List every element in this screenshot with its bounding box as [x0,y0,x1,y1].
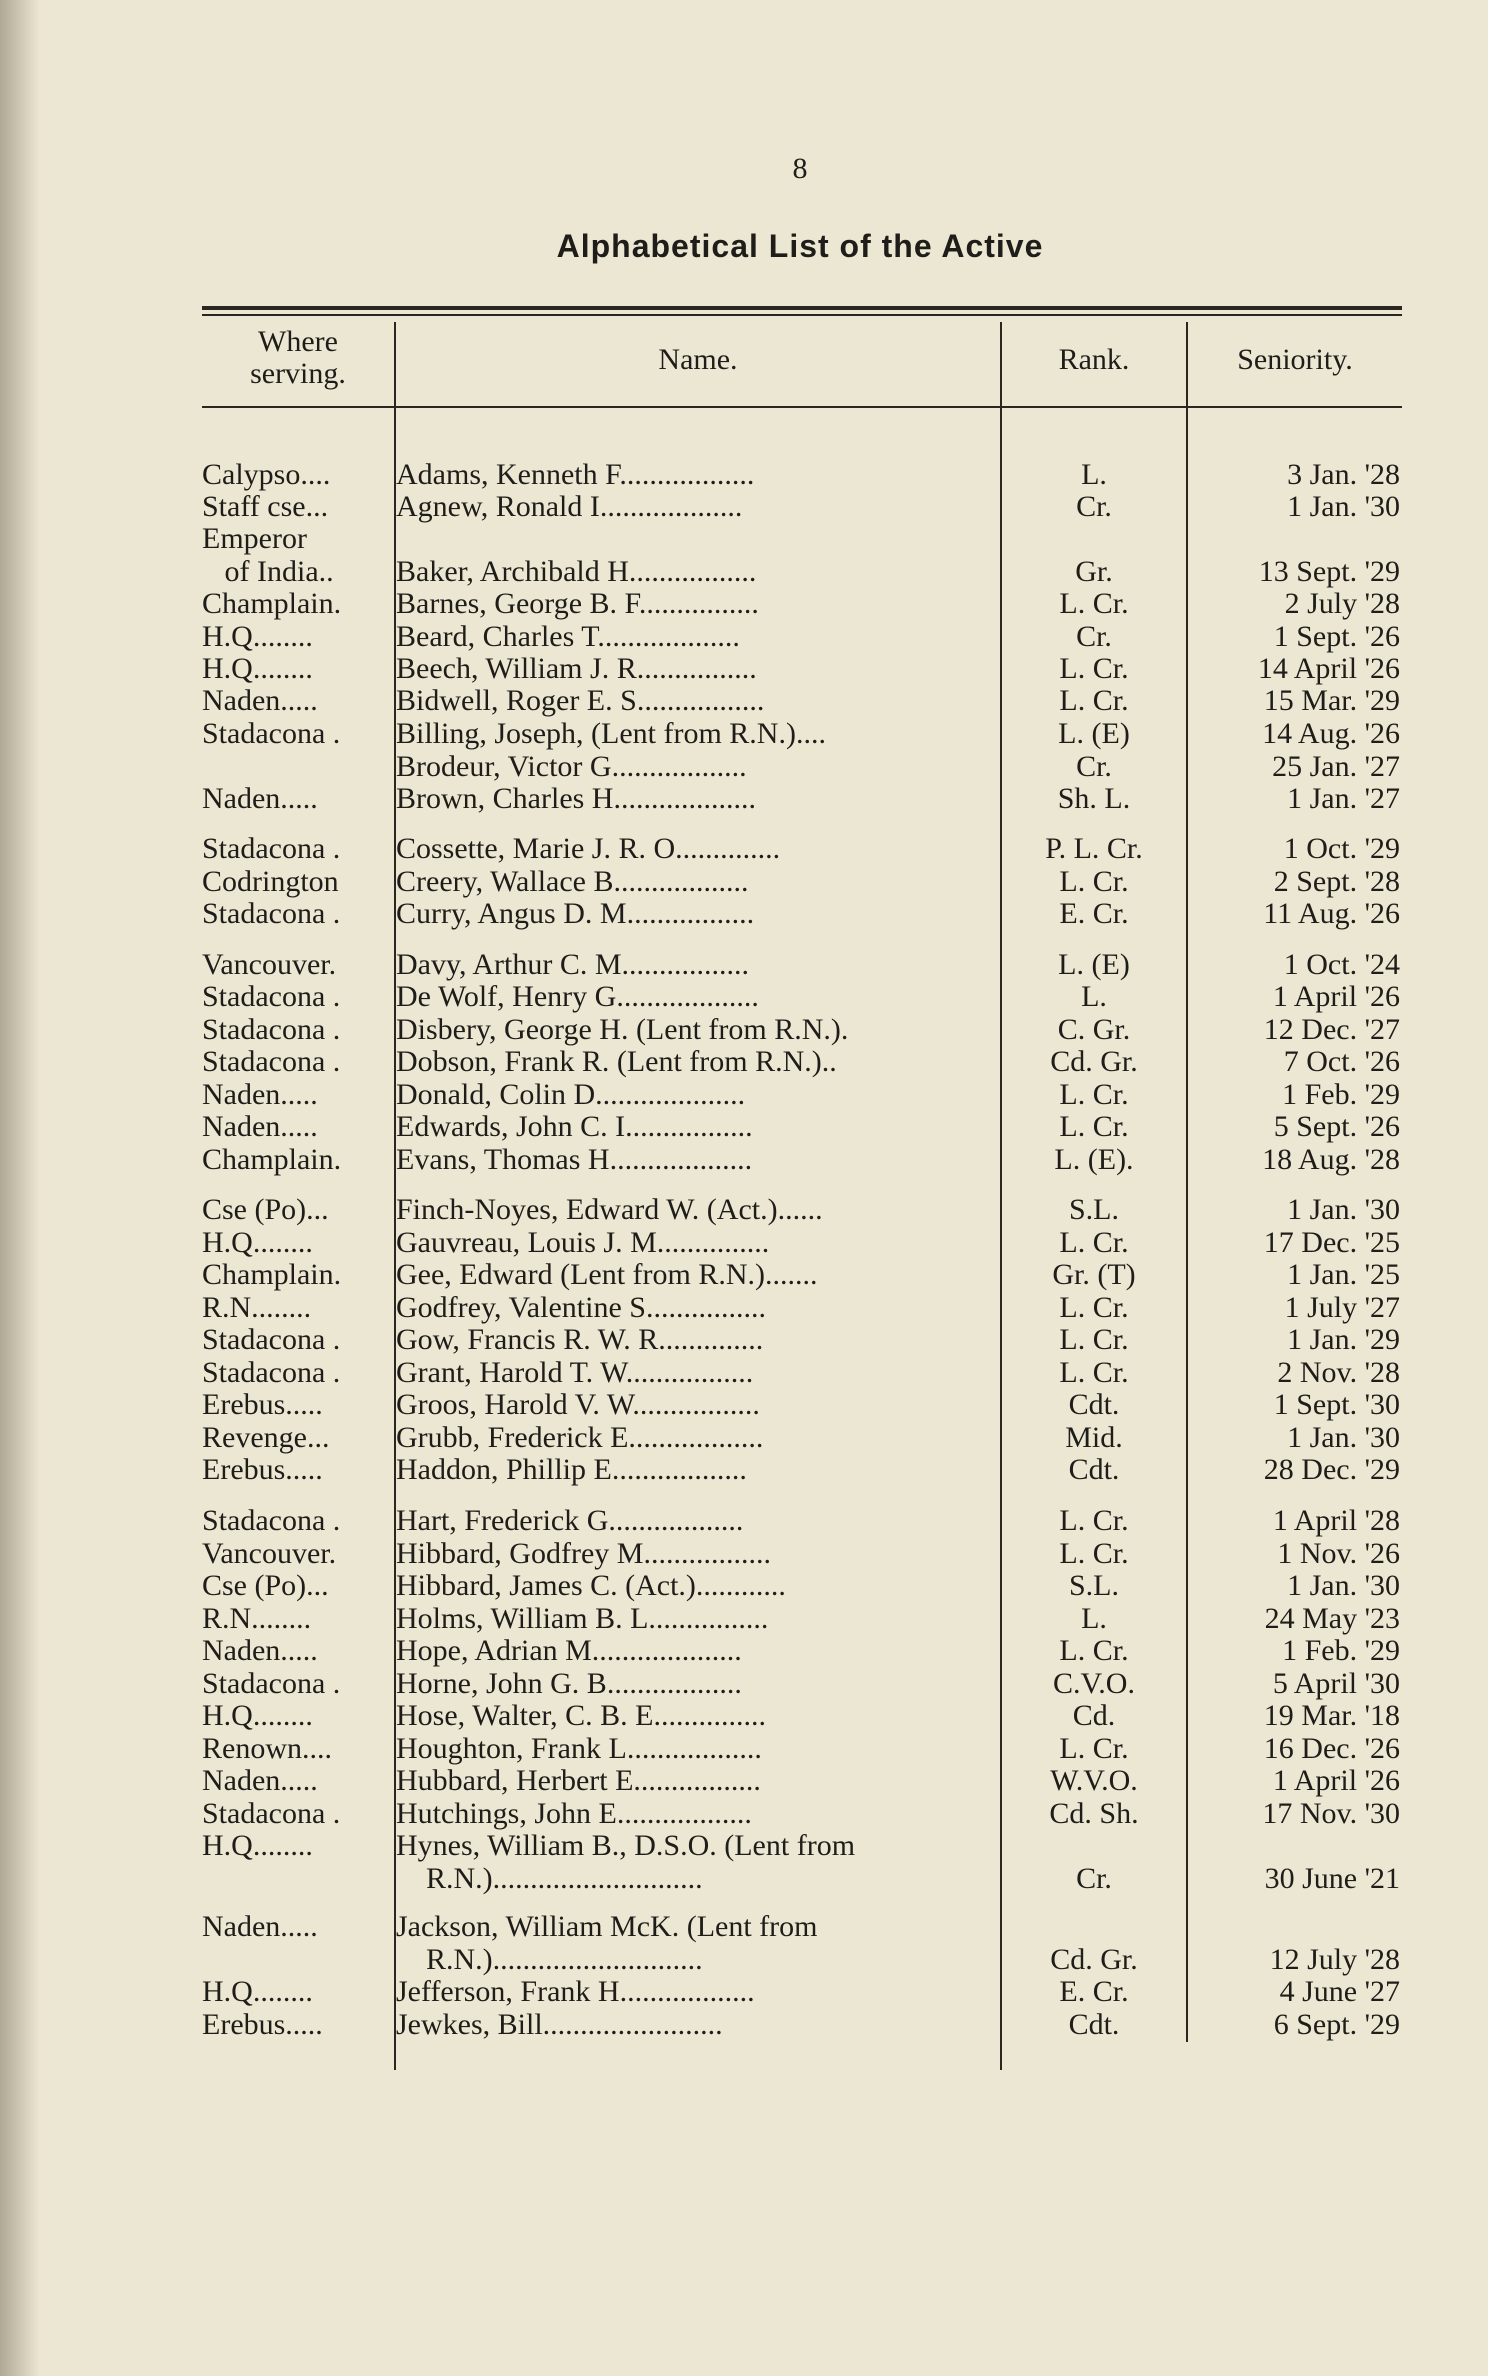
rank-cell: L. Cr. [1059,1732,1129,1765]
name-cell: Bidwell, Roger E. S................. [396,684,765,717]
name-cell: Gauvreau, Louis J. M............... [396,1226,770,1259]
name-cell: Barnes, George B. F................ [396,587,759,620]
where-serving-cell: Stadacona . [202,1323,341,1356]
rank-cell: L. [1081,1602,1107,1635]
rank-cell: L. Cr. [1059,1291,1129,1324]
rank-cell: Mid. [1065,1421,1123,1454]
where-serving-cell: H.Q........ [202,1699,313,1732]
where-serving-cell: Codrington [202,865,339,898]
seniority-cell: 5 Sept. '26 [1273,1110,1400,1143]
where-serving-cell: Champlain. [202,1258,342,1291]
rank-cell: Cd. Gr. [1050,1943,1138,1976]
name-cell: Hose, Walter, C. B. E............... [396,1699,766,1732]
seniority-cell: 1 Sept. '26 [1273,620,1400,653]
name-cell: Haddon, Phillip E.................. [396,1453,747,1486]
seniority-cell: 1 Jan. '25 [1287,1258,1400,1291]
where-serving-cell: Erebus..... [202,2008,323,2041]
seniority-cell: 16 Dec. '26 [1263,1732,1400,1765]
rank-cell: Cd. [1072,1699,1116,1732]
where-serving-cell: H.Q........ [202,1975,313,2008]
seniority-cell: 17 Dec. '25 [1263,1226,1400,1259]
seniority-cell: 25 Jan. '27 [1272,750,1400,783]
where-serving-cell: Stadacona . [202,1797,341,1830]
seniority-cell: 2 Sept. '28 [1273,865,1400,898]
column-header-name: Name. [658,343,738,376]
name-cell: Cossette, Marie J. R. O.............. [396,832,781,865]
where-serving-cell: Champlain. [202,587,342,620]
name-cell: Holms, William B. L................ [396,1602,769,1635]
where-serving-cell: Stadacona . [202,1045,341,1078]
where-serving-cell: H.Q........ [202,620,313,653]
seniority-cell: 4 June '27 [1279,1975,1400,2008]
header-bottom-rule [202,406,1402,408]
seniority-cell: 17 Nov. '30 [1262,1797,1400,1830]
seniority-cell: 12 Dec. '27 [1263,1013,1400,1046]
where-serving-cell: Staff cse... [202,490,329,523]
name-cell: Jefferson, Frank H.................. [396,1975,755,2008]
where-serving-cell: H.Q........ [202,652,313,685]
seniority-cell: 1 April '26 [1272,980,1400,1013]
rank-cell: P. L. Cr. [1045,832,1143,865]
name-cell: Hutchings, John E.................. [396,1797,752,1830]
rank-cell: C. Gr. [1057,1013,1131,1046]
name-cell: Finch-Noyes, Edward W. (Act.)...... [396,1193,823,1226]
binding-shadow [0,0,40,2376]
rank-cell: L. (E). [1054,1143,1134,1176]
name-cell: Edwards, John C. I................. [396,1110,753,1143]
where-serving-cell: Naden..... [202,1110,318,1143]
where-serving-cell: Stadacona . [202,897,341,930]
rank-cell: S.L. [1068,1193,1119,1226]
seniority-cell: 30 June '21 [1264,1862,1400,1895]
seniority-cell: 2 Nov. '28 [1277,1356,1400,1389]
column-header-where-serving: Where serving. [250,325,346,390]
where-serving-cell: Stadacona . [202,1667,341,1700]
seniority-cell: 5 April '30 [1272,1667,1400,1700]
where-serving-cell: Vancouver. [202,1537,337,1570]
seniority-cell: 1 Nov. '26 [1277,1537,1400,1570]
name-cell: Grant, Harold T. W................. [396,1356,754,1389]
where-serving-cell: Erebus..... [202,1453,323,1486]
rank-cell: Cdt. [1068,1453,1120,1486]
where-serving-cell: Stadacona . [202,832,341,865]
page-title: Alphabetical List of the Active [556,228,1044,264]
where-serving-cell: Calypso.... [202,458,331,491]
seniority-cell: 1 Jan. '27 [1287,782,1400,815]
rank-cell: L. Cr. [1059,1110,1129,1143]
name-cell: Hynes, William B., D.S.O. (Lent from [396,1829,856,1862]
where-serving-cell: H.Q........ [202,1829,313,1862]
where-serving-cell: Erebus..... [202,1388,323,1421]
name-cell: Groos, Harold V. W................. [396,1388,760,1421]
rank-cell: L. Cr. [1059,1323,1129,1356]
name-cell: Gee, Edward (Lent from R.N.)....... [396,1258,818,1291]
seniority-cell: 19 Mar. '18 [1263,1699,1400,1732]
seniority-cell: 2 July '28 [1284,587,1400,620]
where-serving-cell: Stadacona . [202,1013,341,1046]
name-cell: Donald, Colin D.................... [396,1078,746,1111]
seniority-cell: 1 Jan. '29 [1287,1323,1400,1356]
rank-cell: L. Cr. [1059,587,1129,620]
seniority-cell: 1 April '28 [1272,1504,1400,1537]
where-serving-cell: Emperor [202,522,307,555]
name-cell: Disbery, George H. (Lent from R.N.). [396,1013,849,1046]
seniority-cell: 1 Jan. '30 [1287,1193,1400,1226]
where-serving-cell: H.Q........ [202,1226,313,1259]
where-serving-cell: Naden..... [202,1078,318,1111]
rank-cell: W.V.O. [1050,1764,1138,1797]
seniority-cell: 24 May '23 [1264,1602,1400,1635]
rank-cell: Cr. [1076,490,1112,523]
rank-cell: L. Cr. [1059,865,1129,898]
seniority-cell: 18 Aug. '28 [1262,1143,1400,1176]
where-serving-cell: R.N........ [202,1602,312,1635]
name-cell: Beech, William J. R................ [396,652,757,685]
name-cell: Creery, Wallace B.................. [396,865,749,898]
name-cell: Hibbard, Godfrey M................. [396,1537,771,1570]
rank-cell: L. [1081,980,1107,1013]
name-cell: Gow, Francis R. W. R.............. [396,1323,764,1356]
seniority-cell: 1 Oct. '29 [1283,832,1400,865]
name-cell: Curry, Angus D. M................. [396,897,755,930]
where-serving-cell: of India.. [202,555,334,588]
where-serving-cell: Champlain. [202,1143,342,1176]
rank-cell: L. (E) [1058,948,1130,981]
name-cell: Beard, Charles T................... [396,620,740,653]
where-serving-cell: Vancouver. [202,948,337,981]
seniority-cell: 1 Oct. '24 [1283,948,1400,981]
name-cell: R.N.)............................ [396,1862,703,1895]
rank-cell: L. Cr. [1059,1078,1129,1111]
name-cell: De Wolf, Henry G................... [396,980,759,1013]
name-cell: Brown, Charles H................... [396,782,756,815]
rank-cell: Gr. (T) [1052,1258,1136,1291]
where-serving-cell: Stadacona . [202,1356,341,1389]
seniority-cell: 28 Dec. '29 [1263,1453,1400,1486]
table-top-rule-thin [202,314,1402,316]
seniority-cell: 1 July '27 [1284,1291,1400,1324]
seniority-cell: 11 Aug. '26 [1263,897,1400,930]
seniority-cell: 14 Aug. '26 [1262,717,1400,750]
rank-cell: L. Cr. [1059,1537,1129,1570]
rank-cell: S.L. [1068,1569,1119,1602]
name-cell: Adams, Kenneth F.................. [396,458,755,491]
table-top-rule [202,306,1402,310]
where-serving-cell: Stadacona . [202,980,341,1013]
rank-cell: Cd. Sh. [1049,1797,1139,1830]
where-serving-cell: Renown.... [202,1732,332,1765]
name-cell: Godfrey, Valentine S................ [396,1291,766,1324]
where-serving-cell: Naden..... [202,1910,318,1943]
name-cell: Dobson, Frank R. (Lent from R.N.).. [396,1045,837,1078]
seniority-cell: 15 Mar. '29 [1263,684,1400,717]
seniority-cell: 13 Sept. '29 [1258,555,1400,588]
seniority-cell: 14 April '26 [1257,652,1400,685]
rank-cell: L. (E) [1058,717,1130,750]
name-cell: Jackson, William McK. (Lent from [396,1910,818,1943]
seniority-cell: 1 Feb. '29 [1282,1078,1400,1111]
seniority-cell: 6 Sept. '29 [1273,2008,1400,2041]
name-cell: Grubb, Frederick E.................. [396,1421,764,1454]
rank-cell: Cr. [1076,1862,1112,1895]
rank-cell: E. Cr. [1059,1975,1129,2008]
rank-cell: Gr. [1075,555,1113,588]
rank-cell: Sh. L. [1057,782,1131,815]
where-serving-cell: Cse (Po)... [202,1569,329,1602]
column-header-rank: Rank. [1058,343,1130,376]
rank-cell: L. Cr. [1059,684,1129,717]
where-serving-cell: Naden..... [202,684,318,717]
name-cell: R.N.)............................ [396,1943,703,1976]
name-cell: Jewkes, Bill........................ [396,2008,723,2041]
seniority-cell: 7 Oct. '26 [1283,1045,1400,1078]
rank-cell: Cr. [1076,750,1112,783]
where-serving-cell: Naden..... [202,1634,318,1667]
where-serving-cell: Cse (Po)... [202,1193,329,1226]
name-cell: Horne, John G. B.................. [396,1667,742,1700]
rank-cell: Cdt. [1068,1388,1120,1421]
name-cell: Hibbard, James C. (Act.)............ [396,1569,786,1602]
where-serving-cell: Stadacona . [202,717,341,750]
seniority-cell: 1 Jan. '30 [1287,1421,1400,1454]
rank-cell: L. Cr. [1059,652,1129,685]
page-number: 8 [792,152,808,185]
rank-cell: L. Cr. [1059,1634,1129,1667]
name-cell: Agnew, Ronald I................... [396,490,743,523]
name-cell: Evans, Thomas H................... [396,1143,753,1176]
seniority-cell: 1 Jan. '30 [1287,490,1400,523]
rank-cell: Cd. Gr. [1050,1045,1138,1078]
name-cell: Hubbard, Herbert E................. [396,1764,761,1797]
seniority-cell: 3 Jan. '28 [1287,458,1400,491]
seniority-cell: 1 April '26 [1272,1764,1400,1797]
where-serving-cell: Stadacona . [202,1504,341,1537]
name-cell: Baker, Archibald H................. [396,555,757,588]
rank-cell: C.V.O. [1053,1667,1135,1700]
where-serving-cell: R.N........ [202,1291,312,1324]
rank-cell: L. Cr. [1059,1504,1129,1537]
where-serving-cell: Naden..... [202,1764,318,1797]
name-cell: Davy, Arthur C. M................. [396,948,750,981]
rank-cell: Cdt. [1068,2008,1120,2041]
seniority-cell: 1 Feb. '29 [1282,1634,1400,1667]
rank-cell: Cr. [1076,620,1112,653]
seniority-cell: 1 Jan. '30 [1287,1569,1400,1602]
name-cell: Billing, Joseph, (Lent from R.N.).... [396,717,826,750]
name-cell: Brodeur, Victor G.................. [396,750,747,783]
where-serving-cell: Revenge... [202,1421,330,1454]
name-cell: Hart, Frederick G.................. [396,1504,744,1537]
where-serving-cell: Naden..... [202,782,318,815]
rank-cell: L. Cr. [1059,1226,1129,1259]
rank-cell: E. Cr. [1059,897,1129,930]
column-header-seniority: Seniority. [1237,343,1353,376]
seniority-cell: 1 Sept. '30 [1273,1388,1400,1421]
seniority-cell: 12 July '28 [1269,1943,1400,1976]
name-cell: Houghton, Frank L.................. [396,1732,762,1765]
rank-cell: L. Cr. [1059,1356,1129,1389]
name-cell: Hope, Adrian M.................... [396,1634,742,1667]
rank-cell: L. [1081,458,1107,491]
